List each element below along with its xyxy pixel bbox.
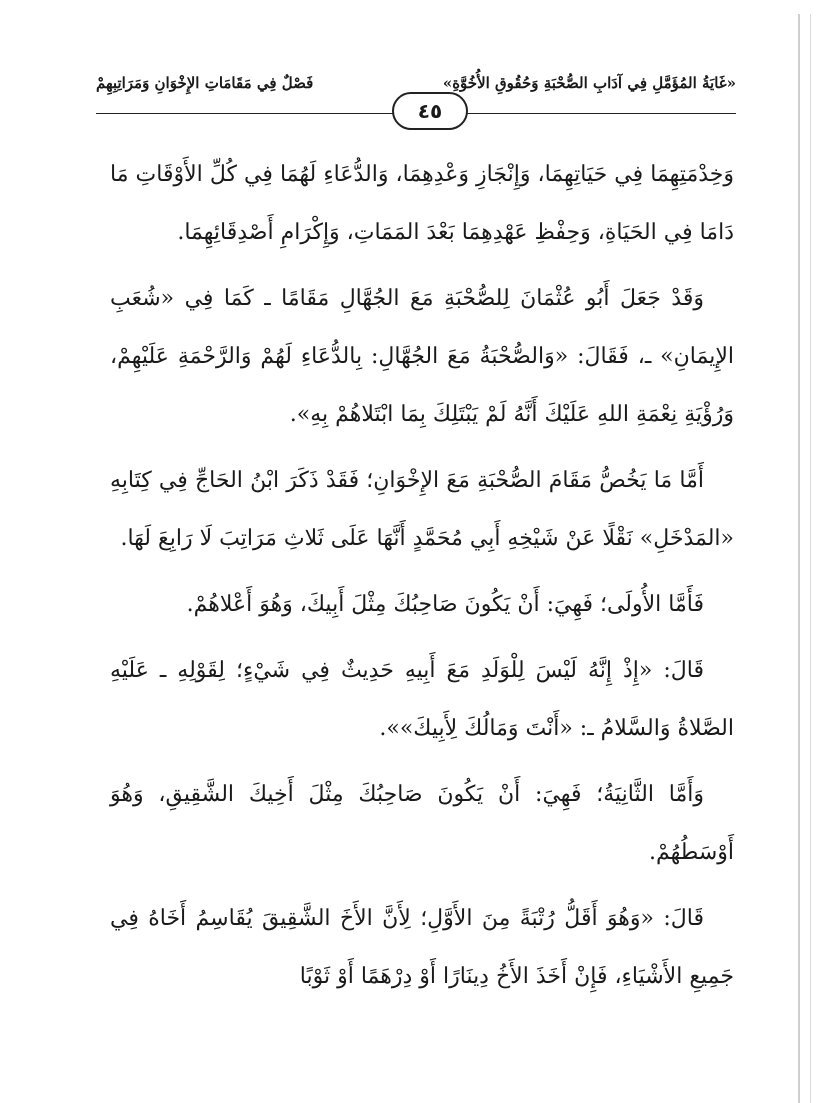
body-text	[110, 146, 734, 1014]
paragraph: وَأَمَّا الثَّانِيَةُ؛ فَهِيَ: أَنْ يَكُونَ صَاحِبُكَ مِثْلَ أَخِيكَ الشَّقِيقِ، وَهُوَ أَوْسَطُهُمْ.	[110, 782, 734, 865]
page-edge-line	[798, 14, 800, 1103]
paragraph: قَالَ: «إِذْ إِنَّهُ لَيْسَ لِلْوَلَدِ مَعَ أَبِيهِ حَدِيثٌ فِي شَيْءٍ؛ لِقَوْلِهِ ـ عَلَيْهِ الصَّلاةُ وَالسَّلامُ ـ: «أَنْتَ وَمَالُكَ لِأَبِيكَ»».	[110, 658, 734, 741]
paragraph: قَالَ: «وَهُوَ أَقَلُّ رُتْبَةً مِنَ الأَوَّلِ؛ لِأَنَّ الأَخَ الشَّقِيقَ يُقَاسِمُ أَخَاهُ فِي جَمِيعِ الأَشْيَاءِ، فَإِنْ أَخَذَ الأَخُ دِينَارًا أَوْ دِرْهَمًا أَوْ ثَوْبًا	[110, 906, 734, 989]
paragraph: وَقَدْ جَعَلَ أَبُو عُثْمَانَ لِلصُّحْبَةِ مَعَ الجُهَّالِ مَقَامًا ـ كَمَا فِي «شُعَبِ الإِيمَانِ» ـ، فَقَالَ: «وَالصُّحْبَةُ مَعَ الجُهَّالِ: بِالدُّعَاءِ لَهُمْ وَالرَّحْمَةِ عَلَيْهِمْ، وَرُؤْيَةِ نِعْمَةِ اللهِ عَلَيْكَ أَنَّهُ لَمْ يَبْتَلِكَ بِمَا ابْتَلاهُمْ بِهِ».	[110, 286, 734, 427]
page-number: ٤٥	[392, 92, 468, 130]
paragraph: وَخِدْمَتِهِمَا فِي حَيَاتِهِمَا، وَإِنْجَازِ وَعْدِهِمَا، وَالدُّعَاءِ لَهُمَا فِي كُلِّ الأَوْقَاتِ مَا دَامَا فِي الحَيَاةِ، وَحِفْظِ عَهْدِهِمَا بَعْدَ المَمَاتِ، وَإِكْرَامِ أَصْدِقَائِهِمَا.	[110, 162, 734, 245]
paragraph: فَأَمَّا الأُولَى؛ فَهِيَ: أَنْ يَكُونَ صَاحِبُكَ مِثْلَ أَبِيكَ، وَهُوَ أَعْلاهُمْ.	[186, 592, 704, 617]
page-edge-line-inner	[810, 14, 811, 1103]
section-title: فَصْلٌ فِي مَقَامَاتِ الإِخْوَانِ وَمَرَاتِبِهِمْ	[96, 74, 314, 92]
book-title: «غَايَةُ المُؤَمَّلِ فِي آدَابِ الصُّحْبَةِ وَحُقُوقِ الأُخُوَّةِ»	[442, 74, 736, 92]
paragraph: أَمَّا مَا يَخُصُّ مَقَامَ الصُّحْبَةِ مَعَ الإِخْوَانِ؛ فَقَدْ ذَكَرَ ابْنُ الحَاجِّ فِي كِتَابِهِ «المَدْخَلِ» نَقْلًا عَنْ شَيْخِهِ أَبِي مُحَمَّدٍ أَنَّهَا عَلَى ثَلاثِ مَرَاتِبَ لَا رَابِعَ لَهَا.	[110, 468, 734, 551]
